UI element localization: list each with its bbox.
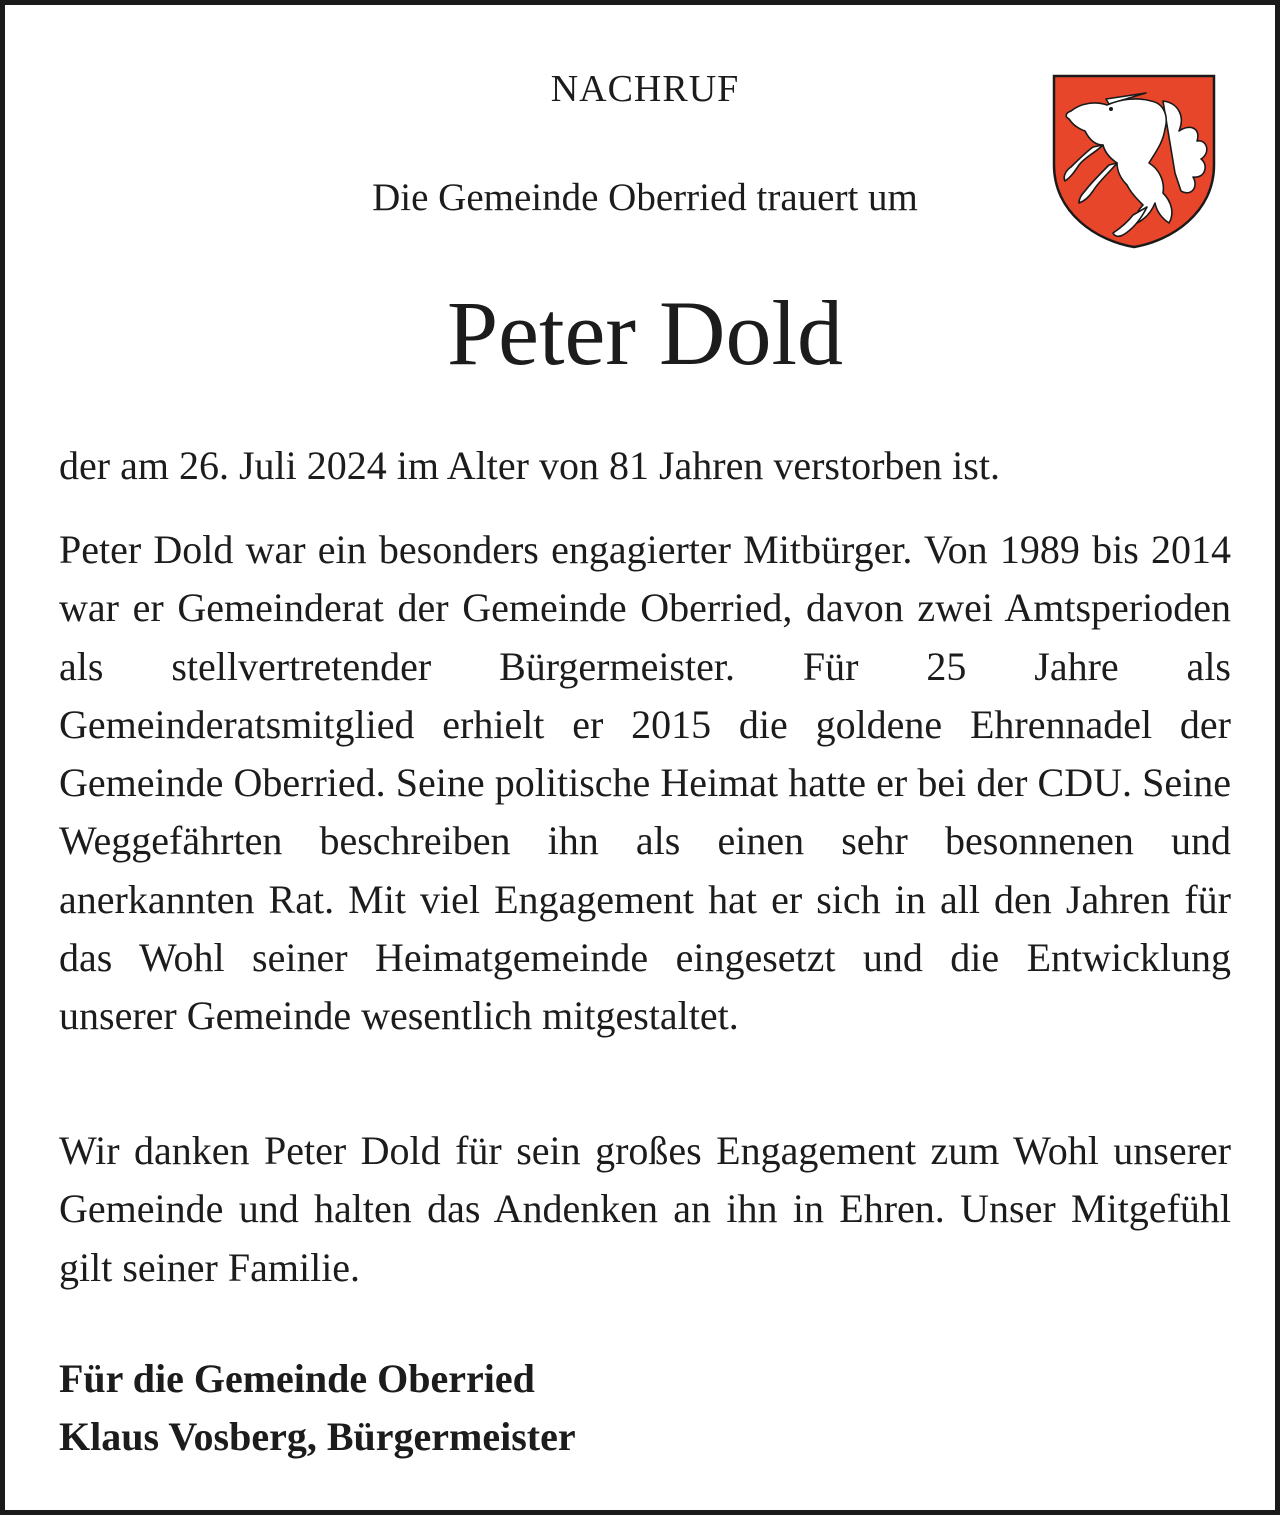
condolence-paragraph: Wir danken Peter Dold für sein großes Engagement zum Wohl unserer Gemeinde und halten das Andenken an ihn in Ehren. Unser Mitgefühl gilt seiner Familie. (59, 1128, 1231, 1290)
signature-signatory: Klaus Vosberg, Bürgermeister (59, 1414, 576, 1459)
notice-heading: NACHRUF (550, 68, 740, 110)
signature-block (59, 1350, 576, 1466)
signature-organization: Für die Gemeinde Oberried (59, 1356, 535, 1401)
notice-intro: Die Gemeinde Oberried trauert um (372, 176, 918, 219)
deceased-name: Peter Dold (446, 282, 844, 384)
coat-of-arms-unicorn-icon (1051, 73, 1217, 249)
death-info-line: der am 26. Juli 2024 im Alter von 81 Jahren verstorben ist. (59, 443, 1000, 488)
biography-paragraph: Peter Dold war ein besonders engagierter Mitbürger. Von 1989 bis 2014 war er Gemeinderat der Gemeinde Oberried, davon zwei Amtsperioden als stellvertretender Bürgermeister. Für 25 Jahre als Gemeinderatsmitglied erhielt er 2015 die goldene Ehrennadel der Gemeinde Oberried. Seine politische Heimat hatte er bei der CDU. Seine Weggefährten beschreiben ihn als einen sehr besonnenen und anerkannten Rat. Mit viel Engagement hat er sich in all den Jahren für das Wohl seiner Heimatgemeinde eingesetzt und die Entwicklung unserer Gemeinde wesentlich mitgestaltet. (59, 527, 1231, 1039)
